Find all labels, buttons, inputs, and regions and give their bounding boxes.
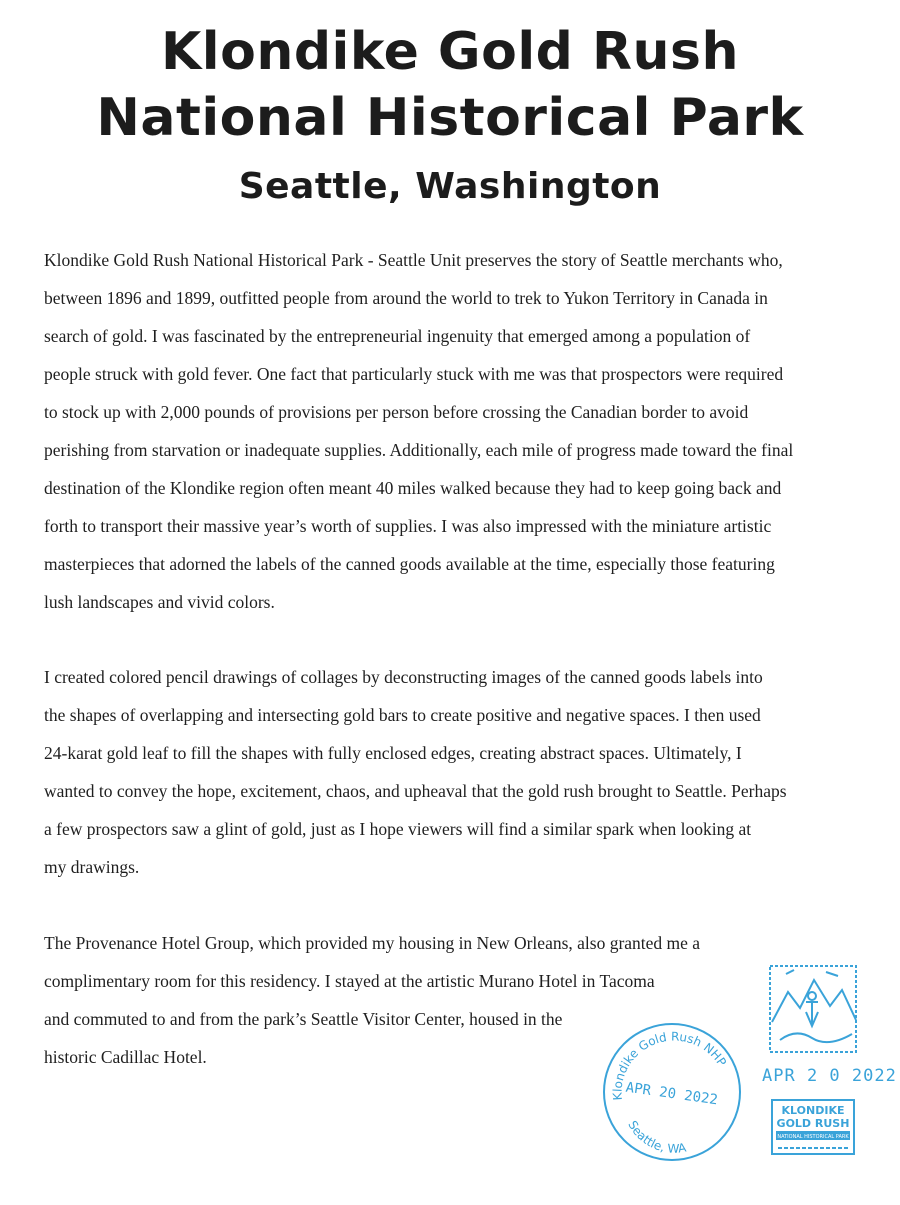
text-line: between 1896 and 1899, outfitted people from around the world to trek to Yukon Territory in Canada in xyxy=(44,288,768,308)
text-line: I created colored pencil drawings of collages by deconstructing images of the canned goods labels into xyxy=(44,667,763,687)
text-line: 24-karat gold leaf to fill the shapes with fully enclosed edges, creating abstract spaces. Ultimately, I xyxy=(44,743,742,763)
logo-line-2: GOLD RUSH xyxy=(776,1117,850,1130)
date-stamp: APR 2 0 2022 xyxy=(762,1066,897,1086)
text-line: masterpieces that adorned the labels of the canned goods available at the time, especially those featuring xyxy=(44,554,775,574)
round-cancellation-stamp xyxy=(600,1020,745,1165)
text-line: complimentary room for this residency. I stayed at the artistic Murano Hotel in Tacoma xyxy=(44,971,655,991)
paragraph-2 xyxy=(44,658,864,886)
text-line: The Provenance Hotel Group, which provided my housing in New Orleans, also granted me a xyxy=(44,933,701,953)
mountain-stamp-icon xyxy=(766,962,860,1058)
logo-line-3: NATIONAL HISTORICAL PARK xyxy=(777,1134,849,1140)
text-line: historic Cadillac Hotel. xyxy=(44,1047,207,1067)
text-line: to stock up with 2,000 pounds of provisions per person before crossing the Canadian border to avoid xyxy=(44,402,749,422)
park-logo-stamp xyxy=(770,1098,856,1156)
page-title-line-2: National Historical Park xyxy=(96,88,804,148)
text-line: Klondike Gold Rush National Historical Park - Seattle Unit preserves the story of Seattle merchants who, xyxy=(44,250,783,270)
round-stamp-date: APR 20 2022 xyxy=(624,1079,719,1109)
text-line: lush landscapes and vivid colors. xyxy=(44,592,275,612)
page-subtitle: Seattle, Washington xyxy=(238,166,662,207)
logo-line-1: KLONDIKE xyxy=(781,1104,845,1117)
text-line: destination of the Klondike region often meant 40 miles walked because they had to keep going back and xyxy=(44,478,782,498)
text-line: people struck with gold fever. One fact that particularly stuck with me was that prospectors were required xyxy=(44,364,784,384)
paragraph-1 xyxy=(44,241,864,621)
text-line: a few prospectors saw a glint of gold, just as I hope viewers will find a similar spark when looking at xyxy=(44,819,752,839)
text-line: search of gold. I was fascinated by the entrepreneurial ingenuity that emerged among a population of xyxy=(44,326,751,346)
page-title-line-1: Klondike Gold Rush xyxy=(160,22,740,82)
text-line: perishing from starvation or inadequate supplies. Additionally, each mile of progress made toward the final xyxy=(44,440,794,460)
text-line: wanted to convey the hope, excitement, chaos, and upheaval that the gold rush brought to Seattle. Perhaps xyxy=(44,781,787,801)
text-line: and commuted to and from the park’s Seattle Visitor Center, housed in the xyxy=(44,1009,563,1029)
text-line: the shapes of overlapping and intersecting gold bars to create positive and negative spaces. I then used xyxy=(44,705,761,725)
text-line: my drawings. xyxy=(44,857,140,877)
round-stamp-bottom-text: Seattle, WA xyxy=(625,1118,688,1156)
round-stamp-top-text: Klondike Gold Rush NHP xyxy=(610,1029,730,1101)
text-line: forth to transport their massive year’s worth of supplies. I was also impressed with the miniature artistic xyxy=(44,516,772,536)
